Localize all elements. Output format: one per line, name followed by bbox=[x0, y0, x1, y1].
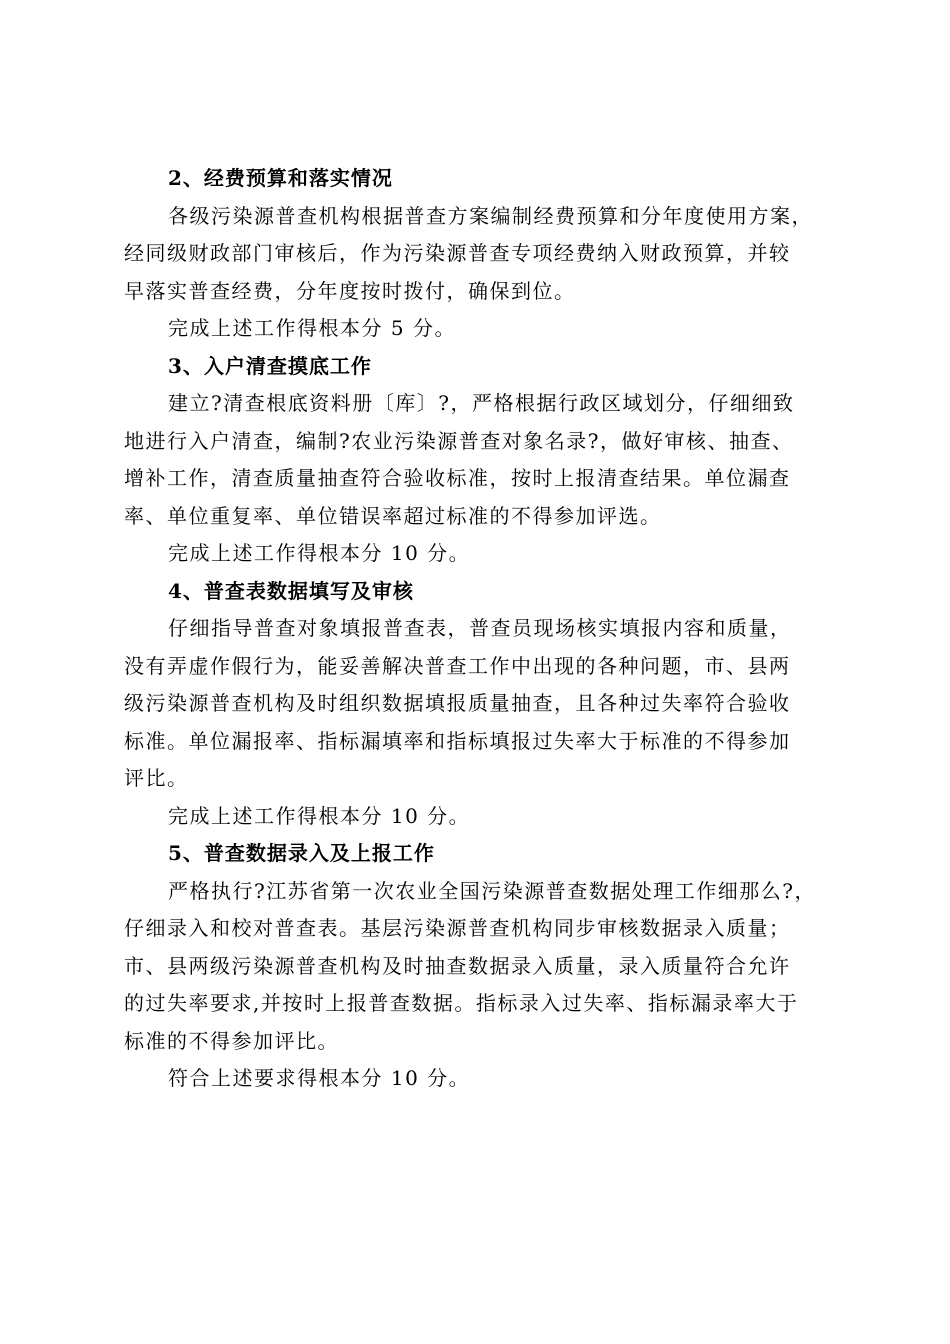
paragraph-line: 级污染源普查机构及时组织数据填报质量抽查，且各种过失率符合验收 bbox=[124, 691, 791, 715]
paragraph-line: 各级污染源普查机构根据普查方案编制经费预算和分年度使用方案， bbox=[168, 203, 813, 228]
paragraph-line: 经同级财政部门审核后，作为污染源普查专项经费纳入财政预算，并较 bbox=[124, 241, 791, 265]
paragraph-line: 标准。单位漏报率、指标漏填率和指标填报过失率大于标准的不得参加 bbox=[124, 728, 791, 753]
paragraph-line: 没有弄虚作假行为，能妥善解决普查工作中出现的各种问题，市、县两 bbox=[124, 653, 791, 678]
section-household-survey bbox=[124, 348, 834, 573]
score-line: 完成上述工作得根本分 10 分。 bbox=[168, 803, 471, 828]
section-data-entry bbox=[124, 835, 834, 1098]
section-heading: 2、经费预算和落实情况 bbox=[168, 166, 393, 190]
section-heading: 4、普查表数据填写及审核 bbox=[168, 578, 414, 603]
paragraph-line: 仔细指导普查对象填报普查表，普查员现场核实填报内容和质量， bbox=[168, 616, 792, 640]
paragraph-line: 建立?清查根底资料册〔库〕?，严格根据行政区域划分，仔细细致 bbox=[168, 391, 795, 415]
paragraph-line: 早落实普查经费，分年度按时拨付，确保到位。 bbox=[124, 278, 576, 303]
section-heading: 3、入户清查摸底工作 bbox=[168, 353, 372, 378]
document-body bbox=[124, 160, 834, 1098]
section-form-filling bbox=[124, 573, 834, 836]
score-line: 符合上述要求得根本分 10 分。 bbox=[168, 1066, 471, 1090]
paragraph-line: 评比。 bbox=[124, 766, 189, 790]
section-budget bbox=[124, 160, 834, 348]
paragraph-line: 仔细录入和校对普查表。基层污染源普查机构同步审核数据录入质量； bbox=[124, 916, 791, 940]
paragraph-line: 严格执行?江苏省第一次农业全国污染源普查数据处理工作细那么?， bbox=[168, 878, 816, 903]
paragraph-line: 增补工作，清查质量抽查符合验收标准，按时上报清查结果。单位漏查 bbox=[124, 466, 791, 490]
section-heading: 5、普查数据录入及上报工作 bbox=[168, 841, 435, 865]
paragraph-line: 地进行入户清查，编制?农业污染源普查对象名录?，做好审核、抽查、 bbox=[124, 428, 794, 453]
paragraph-line: 市、县两级污染源普查机构及时抽查数据录入质量，录入质量符合允许 bbox=[124, 953, 791, 978]
paragraph-line: 率、单位重复率、单位错误率超过标准的不得参加评选。 bbox=[124, 503, 662, 528]
score-line: 完成上述工作得根本分 10 分。 bbox=[168, 541, 471, 565]
paragraph-line: 的过失率要求,并按时上报普查数据。指标录入过失率、指标漏录率大于 bbox=[124, 991, 799, 1015]
paragraph-line: 标准的不得参加评比。 bbox=[124, 1028, 339, 1053]
score-line: 完成上述工作得根本分 5 分。 bbox=[168, 316, 456, 340]
